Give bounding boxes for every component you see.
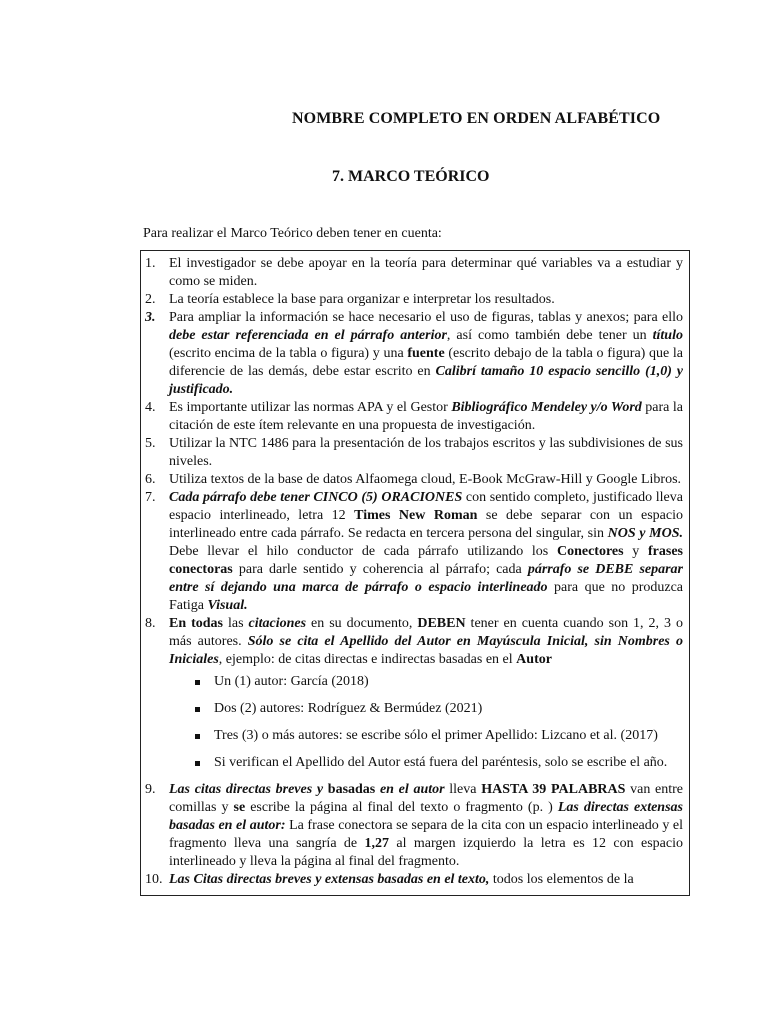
text-run: las xyxy=(223,616,249,631)
text-run: , ejemplo: de citas directas e indirectas basadas en el xyxy=(218,652,517,667)
text-run: párrafo se DEBE separar entre sí dejando una marca de párrafo o espacio interlineado xyxy=(169,562,684,595)
bullet-item xyxy=(195,754,683,772)
list-item-number: 9. xyxy=(145,782,156,797)
bullet-item xyxy=(195,727,683,745)
list-item-text xyxy=(169,471,685,489)
list-item-number: 1. xyxy=(145,256,156,271)
text-run: Las directas extensas basadas en el autor: xyxy=(169,800,683,833)
text-run: lleva xyxy=(444,782,482,797)
list-item-number: 5. xyxy=(145,436,156,451)
text-run: Conectores xyxy=(556,544,624,559)
text-run: NOS y MOS. xyxy=(607,526,683,541)
text-run: Para ampliar la información se hace necesario el uso de figuras, tablas y anexos; para ello xyxy=(169,310,683,325)
author-heading: NOMBRE COMPLETO EN ORDEN ALFABÉTICO xyxy=(292,110,661,127)
text-run: Calibrí tamaño 10 espacio sencillo (1,0) y justificado. xyxy=(169,364,683,397)
text-run: debe estar referenciada en el párrafo anterior xyxy=(169,328,447,343)
section-title: 7. MARCO TEÓRICO xyxy=(332,168,490,185)
text-run: para darle sentido y coherencia al párrafo; cada xyxy=(232,562,528,577)
list-item xyxy=(145,489,685,615)
text-run: 1,27 xyxy=(364,836,390,851)
text-run: La teoría establece la base para organizar e interpretar los resultados. xyxy=(169,292,555,307)
text-run: todos los elementos de la xyxy=(489,872,634,887)
list-item-text xyxy=(169,615,685,781)
list-item-text xyxy=(169,781,685,871)
text-run: Visual. xyxy=(207,598,248,613)
text-run: frases conectoras xyxy=(169,544,683,577)
list-item xyxy=(145,255,685,291)
bullet-list xyxy=(169,673,683,772)
text-run: escribe la página al final del texto o fragmento (p. ) xyxy=(245,800,558,815)
text-run: El investigador se debe apoyar en la teoría para determinar qué variables va a estudiar y como se miden. xyxy=(169,256,683,289)
text-run: con sentido completo, justificado lleva espacio interlineado, letra 12 xyxy=(169,490,683,523)
square-bullet-icon xyxy=(195,761,200,766)
list-item xyxy=(145,309,685,399)
text-run: Bibliográfico Mendeley y/o Word xyxy=(451,400,642,415)
list-item-text xyxy=(169,399,685,435)
list-item-number: 3. xyxy=(145,310,156,325)
text-run: en su documento, xyxy=(306,616,418,631)
list-item-number: 7. xyxy=(145,490,156,505)
text-run: (escrito encima de la tabla o figura) y una xyxy=(169,346,408,361)
text-run: citaciones xyxy=(248,616,307,631)
list-item-text xyxy=(169,309,685,399)
square-bullet-icon xyxy=(195,680,200,685)
text-run: Utilizar la NTC 1486 para la presentación de los trabajos escritos y las subdivisiones de sus niveles. xyxy=(169,436,683,469)
list-item xyxy=(145,781,685,871)
text-run: Las Citas directas breves y extensas basadas en el texto, xyxy=(169,872,490,887)
bullet-item xyxy=(195,673,683,691)
text-run: , así como también debe tener un xyxy=(446,328,653,343)
bullet-item xyxy=(195,700,683,718)
list-item-text xyxy=(169,435,685,471)
text-run: La frase conectora se separa de la cita con un espacio interlineado y el fragmento lleva una sangría de xyxy=(169,818,683,851)
text-run: se xyxy=(233,800,246,815)
text-run: para que no produzca Fatiga xyxy=(169,580,683,613)
list-item xyxy=(145,291,685,309)
guidelines-box xyxy=(140,250,690,896)
list-item-text xyxy=(169,255,685,291)
text-run: Autor xyxy=(516,652,552,667)
intro-paragraph: Para realizar el Marco Teórico deben tener en cuenta: xyxy=(143,226,442,241)
list-item xyxy=(145,615,685,781)
square-bullet-icon xyxy=(195,734,200,739)
text-run: fuente xyxy=(407,346,445,361)
list-item-text xyxy=(169,489,685,615)
list-item-text xyxy=(169,871,685,889)
list-item-number: 6. xyxy=(145,472,156,487)
list-item-number: 8. xyxy=(145,616,156,631)
text-run: Es importante utilizar las normas APA y el Gestor xyxy=(169,400,452,415)
text-run: HASTA 39 PALABRAS xyxy=(481,782,626,797)
list-item-number: 2. xyxy=(145,292,156,307)
bullet-text: Dos (2) autores: Rodríguez & Bermúdez (2021) xyxy=(214,701,483,716)
list-item xyxy=(145,871,685,889)
text-run: al margen izquierdo la letra es 12 con espacio interlineado y lleva la página al final del fragmento. xyxy=(169,836,683,869)
text-run: título xyxy=(652,328,683,343)
bullet-text: Un (1) autor: García (2018) xyxy=(214,674,369,689)
text-run: para la citación de este ítem relevante en una propuesta de investigación. xyxy=(169,400,683,433)
list-item-number: 10. xyxy=(145,872,163,887)
text-run: y xyxy=(623,544,648,559)
text-run: En todas xyxy=(169,616,223,631)
bullet-text: Si verifican el Apellido del Autor está fuera del paréntesis, solo se escribe el año. xyxy=(214,755,668,770)
list-item xyxy=(145,471,685,489)
list-item xyxy=(145,399,685,435)
text-run: Sólo se cita el Apellido del Autor en Mayúscula Inicial, sin Nombres o Iniciales xyxy=(169,634,684,667)
bullet-text: Tres (3) o más autores: se escribe sólo el primer Apellido: Lizcano et al. (2017) xyxy=(214,728,658,743)
list-item xyxy=(145,435,685,471)
text-run: DEBEN xyxy=(417,616,466,631)
text-run: van entre comillas y xyxy=(169,782,684,815)
text-run: tener en cuenta cuando son 1, 2, 3 o más autores. xyxy=(169,616,683,649)
text-run: Debe llevar el hilo conductor de cada párrafo utilizando los xyxy=(169,544,557,559)
text-run: Times New Roman xyxy=(354,508,478,523)
text-run: se debe separar con un espacio interlineado entre cada párrafo. Se redacta en tercera persona del singular, sin xyxy=(169,508,683,541)
text-run: (escrito debajo de la tabla o figura) que la diferencie de las demás, debe estar escrito en xyxy=(169,346,684,379)
text-run: basadas xyxy=(327,782,376,797)
text-run: en el autor xyxy=(379,782,445,797)
list-item-number: 4. xyxy=(145,400,156,415)
text-run: Utiliza textos de la base de datos Alfaomega cloud, E-Book McGraw-Hill y Google Libros. xyxy=(169,472,682,487)
list-item-text xyxy=(169,291,685,309)
text-run: Cada párrafo debe tener CINCO (5) ORACIONES xyxy=(169,490,463,505)
square-bullet-icon xyxy=(195,707,200,712)
text-run: Las citas directas breves y xyxy=(169,782,324,797)
